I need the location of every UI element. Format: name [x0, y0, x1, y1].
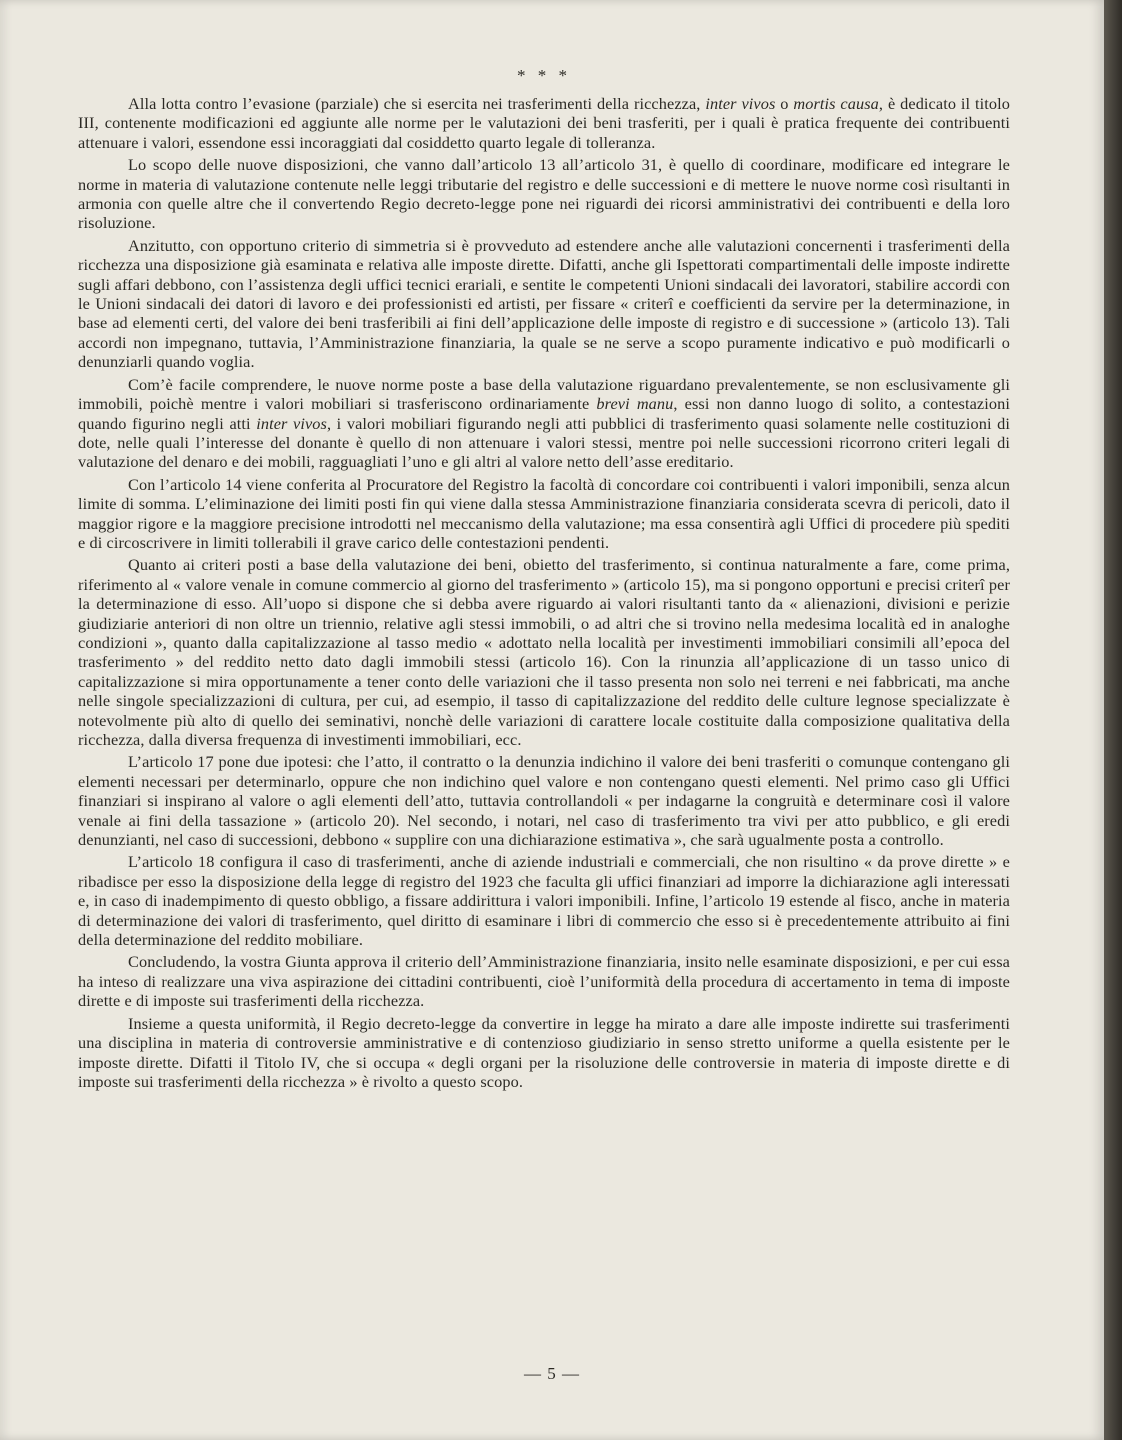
section-separator: * * * — [517, 66, 571, 85]
italic-text: mortis causa — [793, 94, 879, 113]
text-run: Concludendo, la vostra Giunta approva il criterio dell’Amministrazione finanziaria, insito nelle esaminate disposizioni, e per cui essa ha inteso di realizzare una viva aspirazione dei cittadini contribuenti, cioè l’uniformità della procedura di accertamento in tema di imposte dirette e di imposte sui trasferimenti della ricchezza. — [78, 952, 1010, 1011]
page-edge-shadow — [1104, 0, 1122, 1440]
text-run: L’articolo 17 pone due ipotesi: che l’atto, il contratto o la denunzia indichino il valore dei beni trasferiti o comunque contengano gli elementi necessari per determinarlo, oppure che non indichino quel valore e non contengano questi elementi. Nel primo caso gli Uffici finanziari si inspirano al valore o agli elementi dell’atto, tuttavia controllandoli « per indagarne la congruità e determinare così il valore venale ai fini della tassazione » (articolo 20). Nel secondo, i notari, nel caso di trasferimento tra vivi per atto pubblico, e gli eredi denunzianti, nel caso di successioni, debbono « supplire con una dichiarazione estimativa », che sarà ugualmente posta a controllo. — [78, 752, 1010, 850]
paragraph — [78, 155, 1010, 233]
paragraph — [78, 555, 1010, 749]
paragraph — [78, 952, 1010, 1010]
text-run: Con l’articolo 14 viene conferita al Procuratore del Registro la facoltà di concordare coi contribuenti i valori imponibili, senza alcun limite di somma. L’eliminazione dei limiti posti fin qui viene dalla stessa Amministrazione finanziaria considerata scevra di pericoli, dato il maggior rigore e la maggiore precisione introdotti nel meccanismo della valutazione; ma essa consentirà agli Uffici di procedere più spediti e di circoscrivere in limiti tollerabili il grave carico delle contestazioni pendenti. — [78, 474, 1010, 552]
paragraph — [78, 1014, 1010, 1092]
text-run: Alla lotta contro l’evasione (parziale) che si esercita nei trasferimenti della ricchezza, — [128, 94, 706, 113]
paragraph — [78, 475, 1010, 553]
paragraph — [78, 94, 1010, 152]
italic-text: inter vivos — [256, 413, 327, 433]
paragraph — [78, 375, 1010, 472]
text-run: Anzitutto, con opportuno criterio di simmetria si è provveduto ad estendere anche alle valutazioni concernenti i trasferimenti della ricchezza una disposizione già esaminata e relativa alle imposte dirette. Difatti, anche gli Ispettorati compartimentali delle imposte indirette sugli affari debbono, con l’assistenza degli uffici tecnici erariali, e sentite le competenti Unioni sindacali dei lavoratori, stabilire accordi con le Unioni sindacali dei datori di lavoro e dei professionisti ed artisti, per fissare « criterî e coefficienti da servire per la determinazione, in base ad elementi certi, del valore dei beni trasferibili ai fini dell’applicazione delle imposte di registro e di successione » (articolo 13). Tali accordi non impegnano, tuttavia, l’Amministrazione finanziaria, la quale se ne serve a scopo puramente indicativo e può modificarli o denunziarli quando voglia. — [78, 235, 1010, 372]
text-run: , è dedicato il titolo III, contenente modificazioni ed aggiunte alle norme per le valutazioni dei beni trasferiti, per i quali è pratica frequente dei contribuenti attenuare i valori, essendone essi incoraggiati dal cosiddetto quarto legale di tolleranza. — [78, 94, 1010, 152]
page-body — [78, 66, 1010, 1094]
paragraph — [78, 852, 1010, 949]
text-run: Com’è facile comprendere, le nuove norme poste a base della valutazione riguardano prevalentemente, se non esclusivamente gli immobili, poichè mentre i valori mobiliari si trasferiscono ordinariamente — [78, 374, 1010, 414]
text-run: L’articolo 18 configura il caso di trasferimenti, anche di aziende industriali e commerciali, che non risultino « da prove dirette » e ribadisce per esso la disposizione della legge di registro del 1923 che faculta gli uffici finanziari ad imporre la dichiarazione agli interessati e, in caso di inadempimento di questo obbligo, a fissare addirittura i valori imponibili. Infine, l’articolo 19 estende al fisco, anche in materia di determinazione dei valori di trasferimento, quel diritto di esaminare i libri di commercio che esso si è precedentemente attribuito ai fini della determinazione del reddito mobiliare. — [78, 852, 1010, 950]
text-run: , essi non danno luogo di solito, a contestazioni quando figurino negli atti — [78, 394, 1010, 433]
text-run: Lo scopo delle nuove disposizioni, che vanno dall’articolo 13 all’articolo 31, è quello di coordinare, modificare ed integrare le norme in materia di valutazione contenute nelle leggi tributarie del registro e delle successioni e di mettere le nuove norme così risultanti in armonia con quelle altre che il convertendo Regio decreto-legge pone nei riguardi dei ricorsi amministrativi dei contribuenti e della loro risoluzione. — [78, 155, 1010, 233]
paragraph — [78, 236, 1010, 372]
italic-text: brevi manu — [596, 394, 674, 414]
italic-text: inter vivos — [705, 94, 776, 113]
text-run: Insieme a questa uniformità, il Regio decreto-legge da convertire in legge ha mirato a dare alle imposte indirette sui trasferimenti una disciplina in materia di controversie amministrative e di contenzioso giudiziario in senso stretto uniforme a quella esistente per le imposte dirette. Difatti il Titolo IV, che si occupa « degli organi per la risoluzione delle controversie in materia di imposte dirette e di imposte sui trasferimenti della ricchezza » è rivolto a questo scopo. — [78, 1013, 1010, 1091]
text-run: Quanto ai criteri posti a base della valutazione dei beni, obietto del trasferimento, si continua naturalmente a fare, come prima, riferimento al « valore venale in comune commercio al giorno del trasferimento » (articolo 15), ma si pongono opportuni e precisi criterî per la determinazione di esso. All’uopo si dispone che si debba avere riguardo ai valori risultanti tanto da « alienazioni, divisioni e perizie giudiziarie anteriori di non oltre un triennio, relative agli stessi immobili, o ad altri che si trovino nella medesima località ed in analoghe condizioni », quanto dalla capitalizzazione al tasso medio « adottato nella località per investimenti immobiliari consimili all’epoca del trasferimento » del reddito netto dato dagli immobili stessi (articolo 16). Con la rinunzia all’applicazione di un tasso unico di capitalizzazione si mira opportunamente a tener conto delle variazioni che il tasso presenta non solo nei terreni e nei fabbricati, ma anche nelle singole specializzazioni di cultura, per cui, ad esempio, il tasso di capitalizzazione del reddito delle culture legnose specializzate è notevolmente più alto di quello dei seminativi, nonchè delle variazioni di carattere locale costituite dalla composizione qualitativa della ricchezza, dalla diversa frequenza di investimenti immobiliari, ecc. — [78, 555, 1010, 749]
paragraph — [78, 752, 1010, 849]
page-number: — 5 — — [524, 1364, 580, 1383]
text-run: , i valori mobiliari figurando negli atti pubblici di trasferimento quasi solamente nelle costituzioni di dote, nelle quali l’interesse del donante è quello di non attenuare i valori stessi, mentre poi nelle successioni ricorrono criteri legali di valutazione del denaro e dei mobili, ragguagliati l’uno e gli altri al valore netto dell’asse ereditario. — [78, 413, 1011, 472]
text-run: o — [775, 94, 794, 113]
paragraphs-container — [78, 94, 1010, 1091]
